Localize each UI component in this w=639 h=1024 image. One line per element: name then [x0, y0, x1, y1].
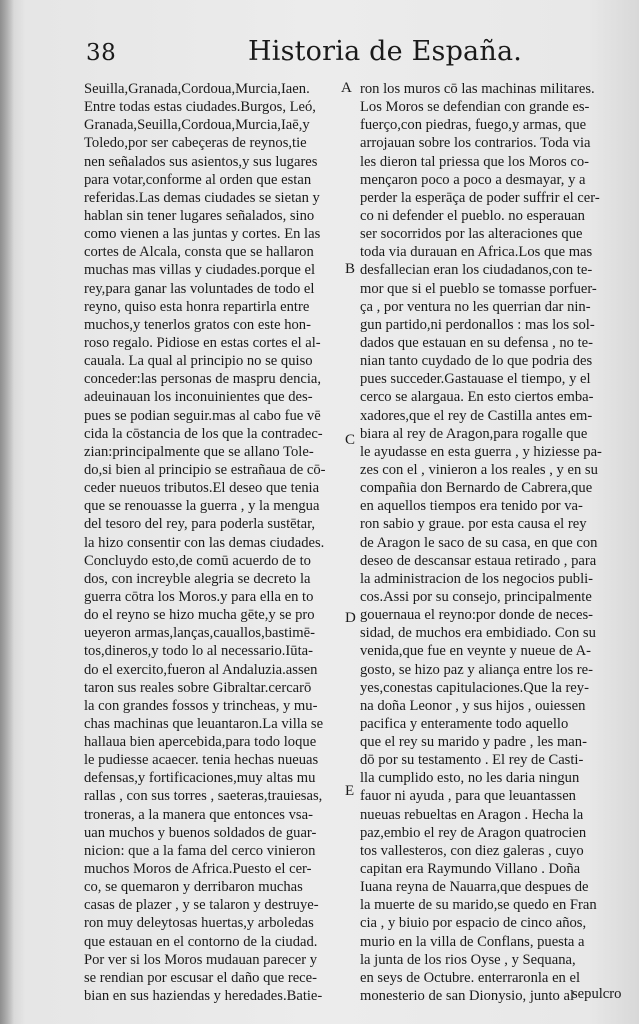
right-column-line: arrojauan sobre los contrarios. Toda via	[360, 135, 591, 152]
left-column-line: para votar,conforme al orden que estan	[84, 171, 312, 188]
right-column-line: compañia don Bernardo de Cabrera,que	[360, 480, 593, 497]
left-column-line: como vienen a las juntas y cortes. En las	[84, 226, 321, 243]
left-column-line: reyno, quiso esta honra repartirla entre	[84, 298, 310, 315]
right-column-line: biara al rey de Aragon,para rogalle que	[360, 425, 588, 442]
right-column-line: cerco se alargaua. En esto ciertos emba-	[360, 389, 594, 406]
left-column-line: chas machinas que leuantaron.La villa se	[84, 715, 324, 732]
left-column-line: do el reyno se hizo mucha gēte,y se pro	[84, 607, 315, 624]
left-column	[84, 80, 342, 1005]
margin-marker-b: B	[345, 261, 356, 277]
margin-marker-c: C	[345, 432, 356, 448]
left-column-line: hablan sin tener lugares señalados, sino	[84, 207, 315, 224]
margin-marker-d: D	[345, 610, 356, 626]
right-column-line: co ni defender el pueblo. no esperauan	[360, 207, 585, 224]
left-column-line: nen señalados sus asientos,y sus lugares	[84, 153, 318, 170]
left-column-line: dos, con increyble alegria se decreto la	[84, 570, 311, 587]
running-title: Historia de España.	[248, 36, 523, 67]
left-column-line: taron sus reales sobre Gibraltar.cercarō	[84, 679, 312, 696]
right-column-line: gouernaua el reyno:por donde de neces-	[360, 607, 593, 624]
right-column-line: monesterio de san Dionysio, junto al	[360, 988, 575, 1005]
left-column-line: le pudiesse acaecer. tenia hechas nueuas	[84, 752, 319, 769]
left-column-line: adeuinauan los inconuinientes que des-	[84, 389, 313, 406]
left-column-line: Seuilla,Granada,Cordoua,Murcia,Iaen.	[84, 81, 310, 97]
left-column-line: roso regalo. Pidiose en estas cortes el al-	[84, 334, 321, 351]
left-column-line: do,si bien al principio se estrañaua de cō-	[84, 461, 326, 478]
right-column-line: desfallecian eran los ciudadanos,con te-	[360, 262, 593, 279]
left-column-line: muchas mas villas y ciudades.porque el	[84, 262, 316, 279]
page-gutter-shadow	[0, 0, 14, 1024]
right-column-line: cos.Assi por su consejo, principalmente	[360, 588, 592, 605]
right-column-line: capitan era Raymundo Villano . Doña	[360, 861, 581, 878]
margin-marker-a: A	[341, 80, 352, 96]
left-column-line: defensas,y fortificaciones,muy altas mu	[84, 770, 316, 787]
left-column-line: que se renouasse la guerra , y la mengua	[84, 498, 320, 515]
left-column-line: referidas.Las demas ciudades se sietan y	[84, 189, 320, 206]
right-column-line: sidad, de muchos era embidiado. Con su	[360, 625, 596, 642]
right-column-line: fauor ni ayuda , para que leuantassen	[360, 788, 576, 805]
right-column-line: Los Moros se defendian con grande es-	[360, 99, 590, 116]
left-column-line: casas de plazer , y se talaron y destruye-	[84, 897, 319, 914]
left-column-line: cauala. La qual al principio no se quiso	[84, 353, 313, 370]
left-column-line: cortes de Alcala, consta que se hallaron	[84, 244, 314, 261]
right-column-line: paz,embio el rey de Aragon quatrocien	[360, 824, 587, 841]
right-column-line: que el rey su marido y padre , les man-	[360, 734, 587, 751]
right-column-line: gosto, se hizo paz y aliança entre los re-	[360, 661, 594, 678]
right-column-line: dados que estauan en su defensa , no te-	[360, 334, 594, 351]
left-column-line: se rendian por escusar el daño que rece-	[84, 969, 317, 986]
right-column-line: pues succeder.Gastauase el tiempo, y el	[360, 371, 591, 388]
left-column-line: nicion: que a la fama del cerco vinieron	[84, 842, 316, 859]
left-column-line: hallaua bien apercebida,para todo loque	[84, 734, 317, 751]
right-column-line: ser socorridos por las alteraciones que	[360, 226, 583, 243]
left-column-line: uan muchos y buenos soldados de guar-	[84, 824, 317, 841]
right-column-line: perder la esperāça de poder suffrir el cer-	[360, 189, 600, 206]
right-column-line: de Aragon le saco de su casa, en que con	[360, 534, 598, 551]
right-column-line: mençaron poco a poco a desmayar, y a	[360, 171, 586, 188]
right-column-line: ron los muros cō las machinas militares.	[360, 81, 595, 97]
left-column-line: del tesoro del rey, para poderla sustētar,	[84, 516, 316, 533]
right-column-line: toda via durauan en Africa.Los que mas	[360, 244, 593, 261]
left-column-line: zian:principalmente que se allano Tole-	[84, 443, 314, 460]
left-column-line: conceder:las personas de maspru dencia,	[84, 371, 322, 388]
left-column-line: do el exercito,fueron al Andaluzia.assen	[84, 661, 318, 678]
left-column-line: troneras, a la manera que entonces vsa-	[84, 806, 313, 823]
left-column-line: pues se podian seguir.mas al cabo fue vē	[84, 407, 321, 424]
right-column-line: en aquellos tiempos era tenido por va-	[360, 498, 583, 515]
right-column-line: deseo de descansar estaua retirado , para	[360, 552, 597, 569]
left-column-line: ueyeron armas,lanças,cauallos,bastimē-	[84, 625, 315, 642]
right-column-line: mor que si el pueblo se tomasse porfuer-	[360, 280, 597, 297]
right-column-line: ron sabio y graue. por esta causa el rey	[360, 516, 587, 533]
left-column-line: muchos Moros de Africa.Puesto el cer-	[84, 861, 312, 878]
margin-marker-e: E	[345, 783, 355, 799]
right-column-line: yes,conestas capitulaciones.Que la rey-	[360, 679, 589, 696]
left-column-line: co, se quemaron y derribaron muchas	[84, 879, 303, 896]
left-column-line: ron muy deleytosas huertas,y arboledas	[84, 915, 314, 932]
right-column-line: zes con el , vinieron a los reales , y en su	[360, 461, 598, 478]
left-column-line: rey,para ganar las voluntades de todo el	[84, 280, 315, 297]
left-column-line: Toledo,por ser cabeçeras de reynos,tie	[84, 135, 307, 152]
right-column-line: ça , por ventura no les querrian dar nin-	[360, 298, 591, 315]
right-column-line: na doña Leonor , y sus hijos , ouiessen	[360, 697, 586, 714]
right-column-line: gun partido,ni perdonallos : mas los sol-	[360, 316, 595, 333]
right-column-line: murio en la villa de Conflans, puesta a	[360, 933, 585, 950]
right-column-line: la muerte de su marido,se quedo en Fran	[360, 897, 597, 914]
right-column-line: la administracion de los negocios publi-	[360, 570, 594, 587]
right-column-line: pacifica y enteramente todo aquello	[360, 715, 569, 732]
left-column-line: muchos,y tenerlos gratos con este hon-	[84, 316, 311, 333]
right-column-line: fuerço,con piedras, fuego,y armas, que	[360, 117, 587, 134]
left-column-line: Granada,Seuilla,Cordoua,Murcia,Iaē,y	[84, 117, 310, 134]
left-column-line: que estauan en el contorno de la ciudad.	[84, 933, 318, 950]
left-column-line: tos,dineros,y todo lo al necessario.Iūta-	[84, 643, 313, 660]
page-number: 38	[86, 40, 117, 66]
left-column-line: Concluydo esto,de comū acuerdo de to	[84, 552, 311, 569]
right-column-line: la junta de los rios Oyse , y Sequana,	[360, 951, 576, 968]
left-column-line: Entre todas estas ciudades.Burgos, Leó,	[84, 99, 316, 116]
left-column-line: la con grandes fossos y trincheas, y mu-	[84, 697, 318, 714]
right-column-line: xadores,que el rey de Castilla antes em-	[360, 407, 593, 424]
right-column-line: le ayudasse en esta guerra , y hiziesse pa-	[360, 443, 602, 460]
right-column-line: tos vallesteros, con diez galeras , cuyo	[360, 842, 584, 859]
right-column-line: dō por su testamento . El rey de Casti-	[360, 752, 584, 769]
right-column-line: nueuas rebueltas en Aragon . Hecha la	[360, 806, 584, 823]
left-column-line: guerra cōtra los Moros.y para ella en to	[84, 588, 314, 605]
right-column-line: Iuana reyna de Nauarra,que despues de	[360, 879, 589, 896]
left-column-line: ceder nueuos tributos.El deseo que tenia	[84, 480, 320, 497]
right-column-line: lla cumplido esto, no les daria ningun	[360, 770, 580, 787]
catchword: sepulcro	[572, 986, 622, 1002]
left-column-line: cida la cōstancia de los que la contradec-	[84, 425, 323, 442]
left-column-line: bian en sus haziendas y heredades.Batie-	[84, 988, 323, 1005]
right-column-line: venida,que fue en veynte y nueue de A-	[360, 643, 591, 660]
right-column-line: cia , y biuio por espacio de cinco años,	[360, 915, 587, 932]
left-column-line: la hizo consentir con las demas ciudades.	[84, 534, 325, 551]
right-column-line: les dieron tal priessa que los Moros co-	[360, 153, 589, 170]
left-column-line: rallas , con sus torres , saeteras,trauiesas,	[84, 788, 323, 805]
right-column-line: nian tanto cuydado de lo que podria des	[360, 353, 593, 370]
left-column-line: Por ver si los Moros mudauan parecer y	[84, 951, 318, 968]
right-column-line: en seys de Octubre. enterraronla en el	[360, 969, 581, 986]
right-column	[360, 80, 622, 1005]
